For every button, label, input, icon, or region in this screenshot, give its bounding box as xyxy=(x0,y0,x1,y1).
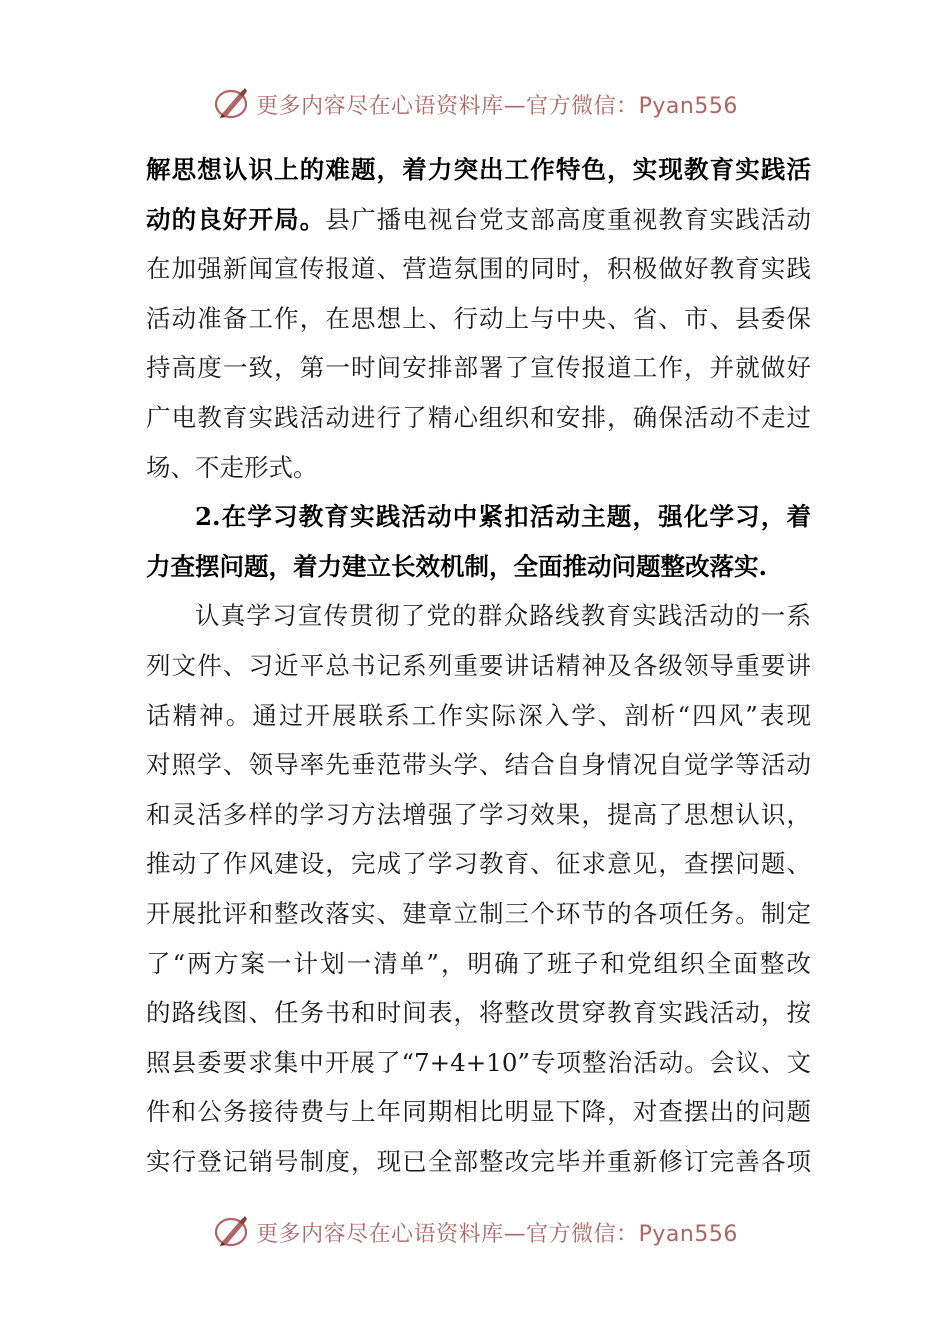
paragraph-line: 持高度一致，第一时间安排部署了宣传报道工作，并就做好 xyxy=(146,353,811,383)
paragraph-line: 活动准备工作，在思想上、行动上与中央、省、市、县委保 xyxy=(146,303,811,333)
bold-lead-text: 动的良好开局。 xyxy=(146,204,326,234)
paragraph-line: 件和公务接待费与上年同期相比明显下降，对查摆出的问题 xyxy=(146,1097,811,1127)
section-heading-line: 2.在学习教育实践活动中紧扣活动主题，强化学习，着 xyxy=(195,502,811,532)
paragraph-text: 县广播电视台党支部高度重视教育实践活动 xyxy=(325,204,811,234)
paragraph-line: 列文件、习近平总书记系列重要讲话精神及各级领导重要讲 xyxy=(146,650,811,680)
watermark-text: 更多内容尽在心语资料库—官方微信：Pyan556 xyxy=(256,93,738,119)
paragraph-line: 和灵活多样的学习方法增强了学习效果，提高了思想认识， xyxy=(146,799,811,829)
pen-logo-icon xyxy=(212,84,252,124)
paragraph-line: 解思想认识上的难题，着力突出工作特色，实现教育实践活 xyxy=(146,155,811,184)
paragraph-line: 广电教育实践活动进行了精心组织和安排，确保活动不走过 xyxy=(146,402,811,432)
paragraph-line: 场、不走形式。 xyxy=(146,452,318,482)
watermark-text: 更多内容尽在心语资料库—官方微信：Pyan556 xyxy=(256,1221,738,1247)
paragraph-line: 话精神。通过开展联系工作实际深入学、剖析“四风”表现 xyxy=(146,700,811,730)
paragraph-line: 认真学习宣传贯彻了党的群众路线教育实践活动的一系 xyxy=(195,601,811,631)
paragraph-line: 实行登记销号制度，现已全部整改完毕并重新修订完善各项 xyxy=(146,1146,811,1176)
header-watermark xyxy=(0,82,950,126)
paragraph-line: 开展批评和整改落实、建章立制三个环节的各项任务。制定 xyxy=(146,898,811,928)
paragraph-line: 了“两方案一计划一清单”，明确了班子和党组织全面整改 xyxy=(146,948,811,978)
paragraph-line: 照县委要求集中开展了“7+4+10”专项整治活动。会议、文 xyxy=(146,1047,811,1077)
section-heading-line: 力查摆问题，着力建立长效机制，全面推动问题整改落实. xyxy=(146,551,768,581)
paragraph-line: 对照学、领导率先垂范带头学、结合自身情况自觉学等活动 xyxy=(146,750,811,780)
paragraph-line: 的路线图、任务书和时间表，将整改贯穿教育实践活动，按 xyxy=(146,998,811,1028)
document-body xyxy=(146,145,811,1186)
paragraph-line: 在加强新闻宣传报道、营造氛围的同时，积极做好教育实践 xyxy=(146,254,811,284)
paragraph-line: 推动了作风建设，完成了学习教育、征求意见，查摆问题、 xyxy=(146,849,811,879)
pen-logo-icon xyxy=(212,1212,252,1252)
paragraph-line xyxy=(146,195,811,245)
footer-watermark xyxy=(0,1210,950,1254)
